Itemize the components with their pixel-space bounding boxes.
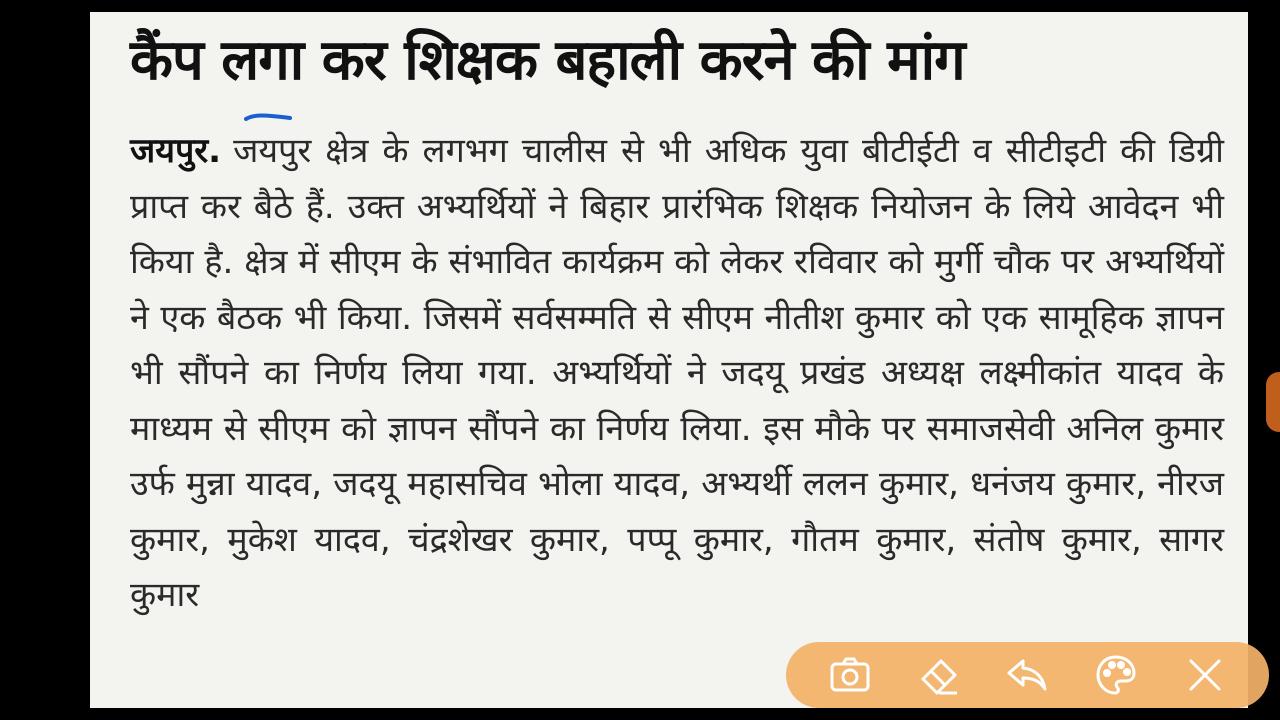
close-icon — [1183, 653, 1227, 697]
color-palette-button[interactable] — [1090, 649, 1142, 701]
undo-icon — [1005, 653, 1049, 697]
close-button[interactable] — [1179, 649, 1231, 701]
palette-icon — [1094, 653, 1138, 697]
screenshot-button[interactable] — [824, 649, 876, 701]
pen-annotation-stroke — [244, 112, 292, 124]
article-text: जयपुर क्षेत्र के लगभग चालीस से भी अधिक युवा बीटीईटी व सीटीइटी की डिग्री प्राप्त कर बैठे हैं. उक्त अभ्यर्थियों ने बिहार प्रारंभिक शिक्षक नियोजन के लिये आवेदन भी किया है. क्षेत्र में सीएम के संभावित कार्यक्रम को लेकर रविवार को मुर्गी चौक पर अभ्यर्थियों ने एक बैठक भी किया. जिसमें सर्वसम्मति से सीएम नीतीश कुमार को एक सामूहिक ज्ञापन भी सौंपने का निर्णय लिया गया. अभ्यर्थियों ने जदयू प्रखंड अध्यक्ष लक्ष्मीकांत यादव के माध्यम से सीएम को ज्ञापन सौंपने का निर्णय लिया. इस मौके पर समाजसेवी अनिल कुमार उर्फ मुन्ना यादव, जदयू महासचिव भोला यादव, अभ्यर्थी ललन कुमार, धनंजय कुमार, नीरज कुमार, मुकेश यादव, चंद्रशेखर कुमार, पप्पू कुमार, गौतम कुमार, संतोष कुमार, सागर कुमार — [130, 131, 1224, 615]
headline: कैंप लगा कर शिक्षक बहाली करने की मांग — [130, 28, 965, 93]
eraser-button[interactable] — [913, 649, 965, 701]
annotation-toolbar — [786, 642, 1269, 708]
article-body — [130, 124, 1224, 624]
newspaper-clipping — [90, 12, 1248, 708]
undo-button[interactable] — [1001, 649, 1053, 701]
floating-side-handle[interactable] — [1266, 372, 1280, 432]
camera-icon — [828, 653, 872, 697]
dateline: जयपुर. — [130, 131, 222, 171]
eraser-icon — [917, 653, 961, 697]
